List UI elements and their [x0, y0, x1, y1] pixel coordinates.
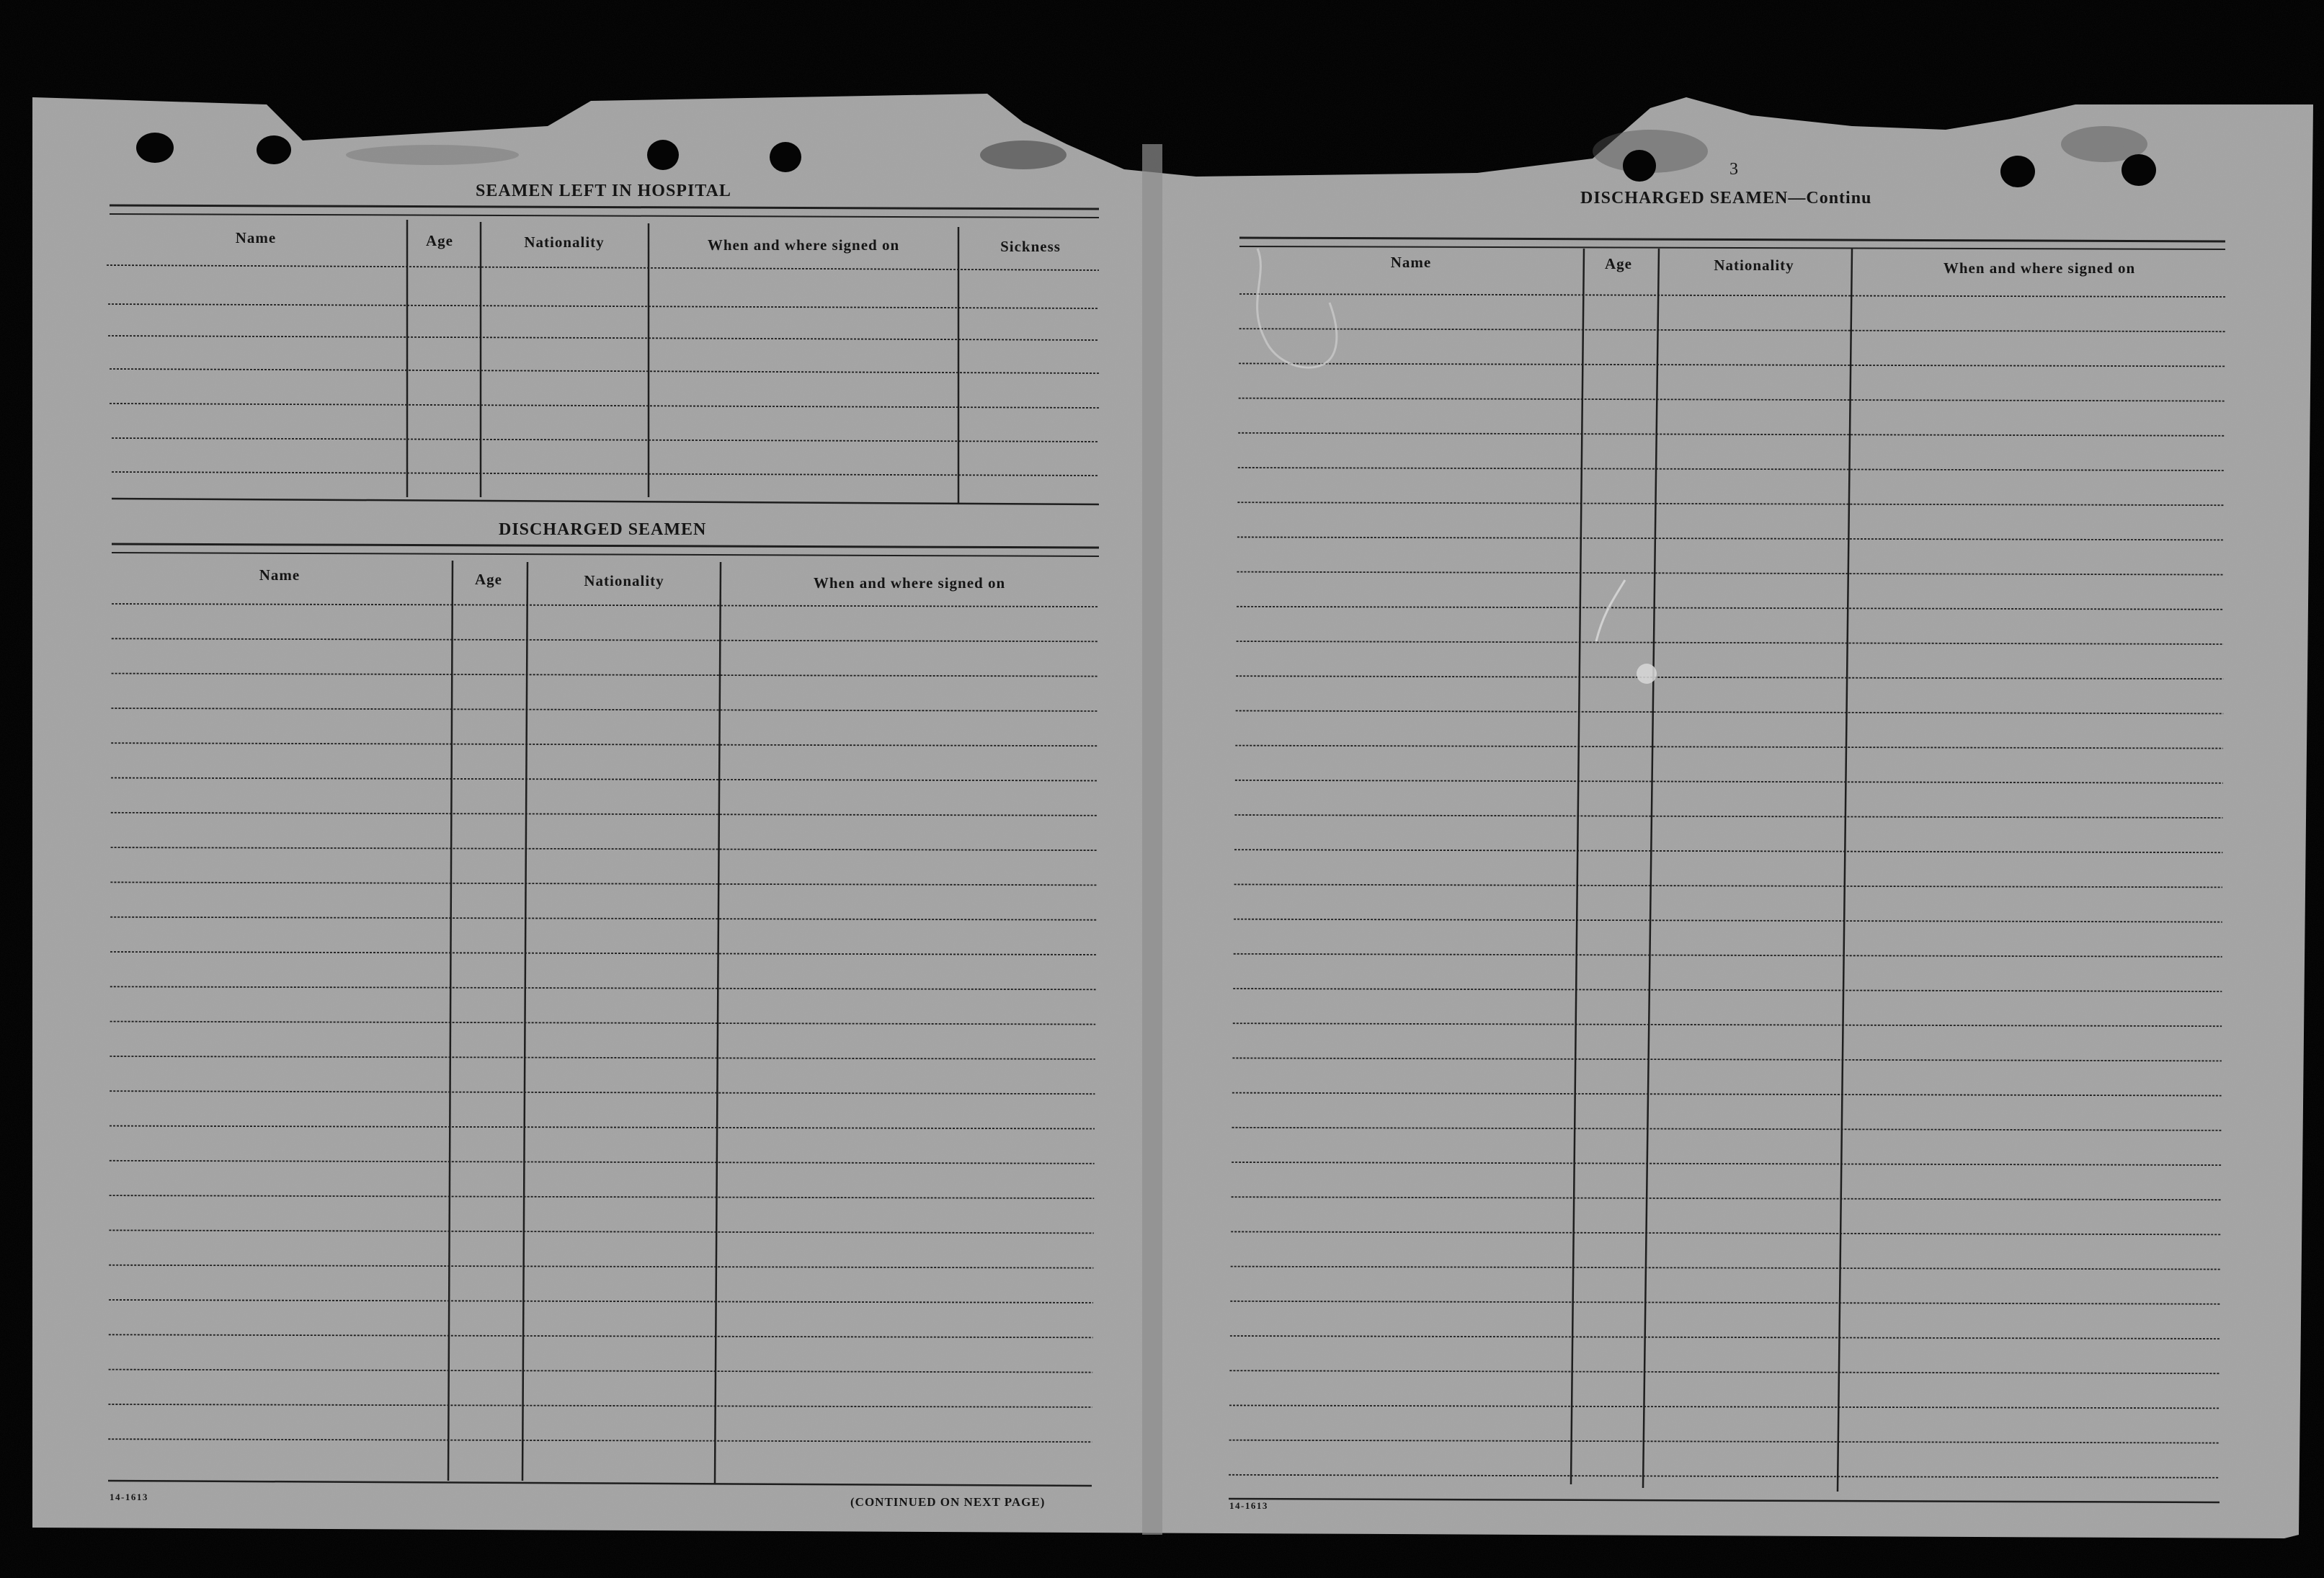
hospital-section-title: SEAMEN LEFT IN HOSPITAL — [476, 182, 731, 200]
discharged-section-title: DISCHARGED SEAMEN — [499, 520, 707, 539]
discharged-cont-col-name: Name — [1390, 254, 1432, 271]
continued-note: (CONTINUED ON NEXT PAGE) — [850, 1495, 1046, 1509]
discharged-continued-title: DISCHARGED SEAMEN—Continu — [1580, 189, 1872, 208]
hospital-col-sickness: Sickness — [1000, 238, 1061, 255]
discharged-cont-col-age: Age — [1605, 255, 1632, 272]
hospital-col-signed-on: When and where signed on — [707, 236, 900, 254]
discharged-col-age: Age — [475, 571, 502, 588]
hospital-col-nationality: Nationality — [524, 233, 605, 251]
discharged-cont-col-signed-on: When and where signed on — [1943, 259, 2136, 277]
form-number-right: 14-1613 — [1229, 1500, 1268, 1511]
discharged-col-signed-on: When and where signed on — [813, 574, 1006, 592]
discharged-cont-col-nationality: Nationality — [1714, 257, 1794, 274]
form-number-left: 14-1613 — [110, 1492, 148, 1502]
discharged-col-nationality: Nationality — [584, 572, 664, 589]
hospital-col-name: Name — [235, 229, 277, 246]
page-number: 3 — [1729, 160, 1739, 179]
hospital-col-age: Age — [426, 232, 453, 249]
discharged-col-name: Name — [259, 566, 300, 584]
